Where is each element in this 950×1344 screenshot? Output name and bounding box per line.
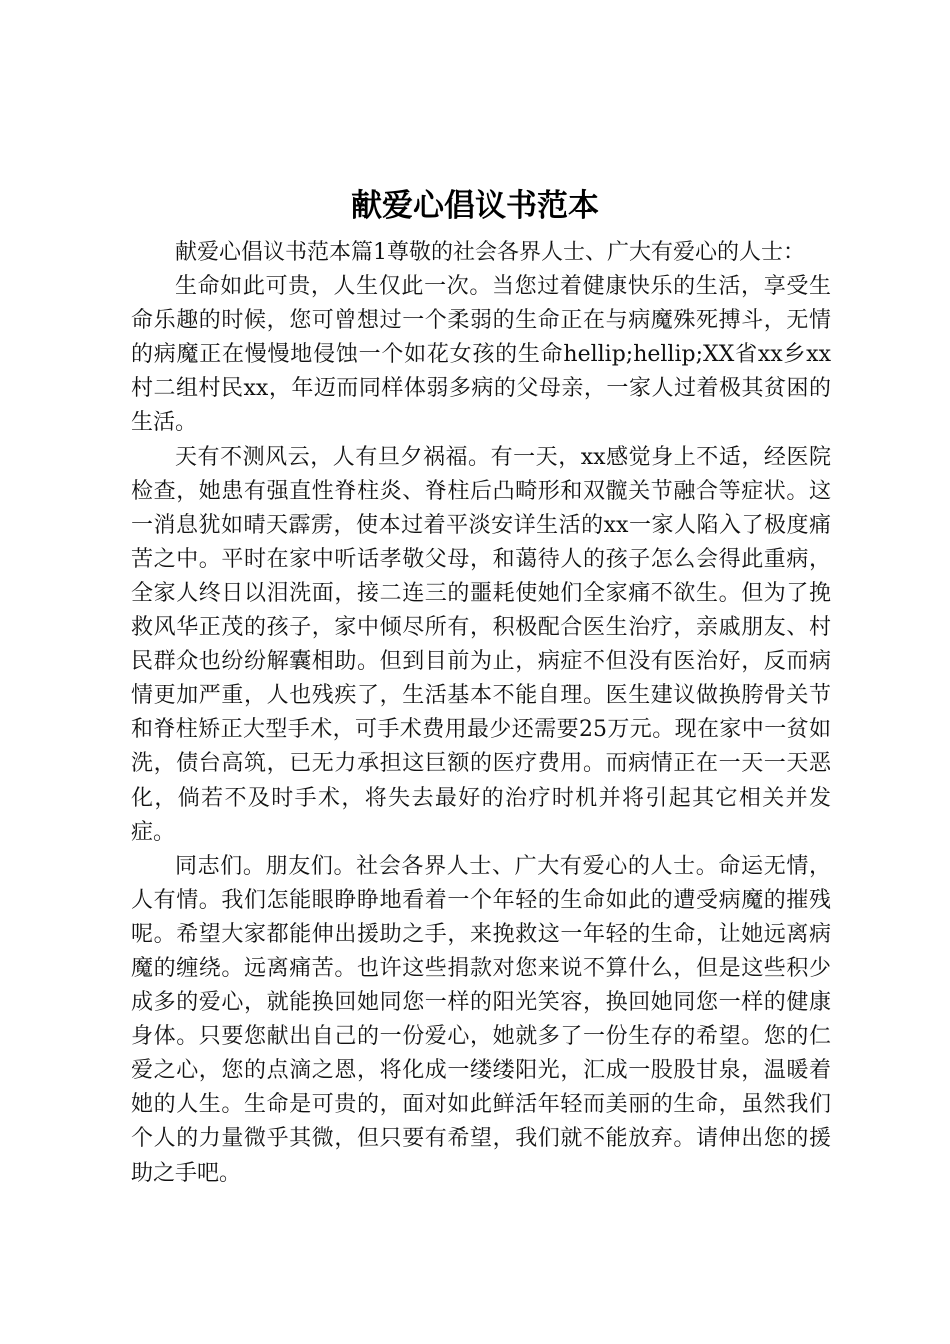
paragraph-background: 生命如此可贵，人生仅此一次。当您过着健康快乐的生活，享受生命乐趣的时候，您可曾想过一个柔弱的生命正在与病魔殊死搏斗，无情的病魔正在慢慢地侵蚀一个如花女孩的生命hellip;hellip;XX省xx乡xx村二组村民xx，年迈而同样体弱多病的父母亲，一家人过着极其贫困的生活。: [131, 274, 831, 436]
paragraph-salutation: 献爱心倡议书范本篇1尊敬的社会各界人士、广大有爱心的人士：: [175, 240, 805, 265]
document-body: [131, 236, 831, 1191]
paragraph-illness: 天有不测风云，人有旦夕祸福。有一天，xx感觉身上不适，经医院检查，她患有强直性脊柱炎、脊柱后凸畸形和双髋关节融合等症状。这一消息犹如晴天霹雳，使本过着平淡安详生活的xx一家人陷入了极度痛苦之中。平时在家中听话孝敬父母，和蔼待人的孩子怎么会得此重病，全家人终日以泪洗面，接二连三的噩耗使她们全家痛不欲生。但为了挽救风华正茂的孩子，家中倾尽所有，积极配合医生治疗，亲戚朋友、村民群众也纷纷解囊相助。但到目前为止，病症不但没有医治好，反而病情更加严重，人也残疾了，生活基本不能自理。医生建议做换胯骨关节和脊柱矫正大型手术，可手术费用最少还需要25万元。现在家中一贫如洗，债台高筑，已无力承担这巨额的医疗费用。而病情正在一天一天恶化，倘若不及时手术，将失去最好的治疗时机并将引起其它相关并发症。: [131, 444, 831, 845]
document-title: 献爱心倡议书范本: [351, 188, 599, 224]
paragraph-appeal: 同志们。朋友们。社会各界人士、广大有爱心的人士。命运无情，人有情。我们怎能眼睁睁地看着一个年轻的生命如此的遭受病魔的摧残呢。希望大家都能伸出援助之手，来挽救这一年轻的生命，让她远离病魔的缠绕。远离痛苦。也许这些捐款对您来说不算什么，但是这些积少成多的爱心，就能换回她同您一样的阳光笑容，换回她同您一样的健康身体。只要您献出自己的一份爱心，她就多了一份生存的希望。您的仁爱之心，您的点滴之恩，将化成一缕缕阳光，汇成一股股甘泉，温暖着她的人生。生命是可贵的，面对如此鲜活年轻而美丽的生命，虽然我们个人的力量微乎其微，但只要有希望，我们就不能放弃。请伸出您的援助之手吧。: [131, 853, 831, 1186]
